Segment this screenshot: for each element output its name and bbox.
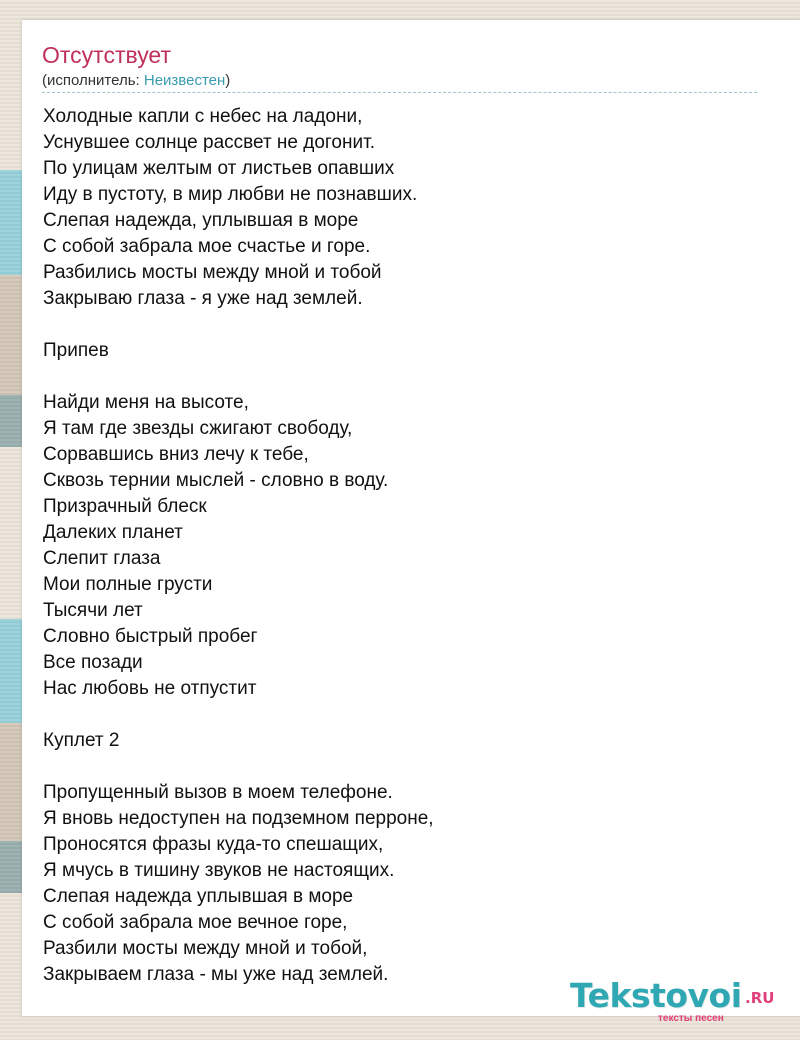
lyrics-line: Куплет 2 [43, 730, 120, 751]
lyrics-blank-line [43, 364, 434, 390]
artist-suffix: ) [225, 72, 231, 89]
lyrics-line: Уснувшее солнце рассвет не догонит. [43, 132, 375, 153]
lyrics-line: Все позади [43, 652, 143, 673]
lyrics-line: Проносятся фразы куда-то спешащих, [43, 834, 384, 855]
lyrics-line: Я там где звезды сжигают свободу, [43, 418, 353, 439]
lyrics-line: Я мчусь в тишину звуков не настоящих. [43, 860, 395, 881]
lyrics-line: Пропущенный вызов в моем телефоне. [43, 782, 393, 803]
lyrics-line: Припев [43, 340, 109, 361]
lyrics-line: С собой забрала мое счастье и горе. [43, 236, 371, 257]
lyrics-line: С собой забрала мое вечное горе, [43, 912, 348, 933]
lyrics-line: Далеких планет [43, 522, 183, 543]
lyrics-line: Найди меня на высоте, [43, 392, 249, 413]
logo-tagline: тексты песен [658, 1013, 724, 1024]
lyrics-line: По улицам желтым от листьев опавших [43, 158, 395, 179]
lyrics-line: Холодные капли с небес на ладони, [43, 106, 363, 127]
song-title: Отсутствует [42, 42, 171, 68]
lyrics-line: Слепит глаза [43, 548, 161, 569]
artist-link[interactable]: Неизвестен [143, 72, 226, 89]
logo-wordmark: Tekstovoi [570, 976, 742, 1015]
lyrics-line: Я вновь недоступен на подземном перроне, [43, 808, 434, 829]
site-logo[interactable] [570, 976, 780, 1024]
lyrics-line: Слепая надежда уплывшая в море [43, 886, 354, 907]
lyrics-text [43, 104, 434, 988]
lyrics-blank-line [43, 754, 434, 780]
lyrics-line: Закрываем глаза - мы уже над землей. [43, 964, 389, 985]
lyrics-blank-line [43, 312, 434, 338]
artist-prefix: (исполнитель: [42, 72, 144, 89]
lyrics-line: Закрываю глаза - я уже над землей. [43, 288, 363, 309]
lyrics-card [22, 20, 800, 1024]
artist-line [42, 72, 230, 89]
lyrics-blank-line [43, 702, 434, 728]
lyrics-line: Разбились мосты между мной и тобой [43, 262, 382, 283]
lyrics-line: Тысячи лет [43, 600, 143, 621]
lyrics-line: Нас любовь не отпустит [43, 678, 257, 699]
lyrics-line: Сквозь тернии мыслей - словно в воду. [43, 470, 389, 491]
title-divider [42, 92, 757, 93]
lyrics-line: Слепая надежда, уплывшая в море [43, 210, 359, 231]
lyrics-line: Иду в пустоту, в мир любви не познавших. [43, 184, 418, 205]
lyrics-line: Разбили мосты между мной и тобой, [43, 938, 368, 959]
logo-tld: .RU [745, 989, 775, 1007]
lyrics-line: Призрачный блеск [43, 496, 207, 517]
lyrics-line: Словно быстрый пробег [43, 626, 258, 647]
lyrics-line: Сорвавшись вниз лечу к тебе, [43, 444, 309, 465]
lyrics-line: Мои полные грусти [43, 574, 213, 595]
